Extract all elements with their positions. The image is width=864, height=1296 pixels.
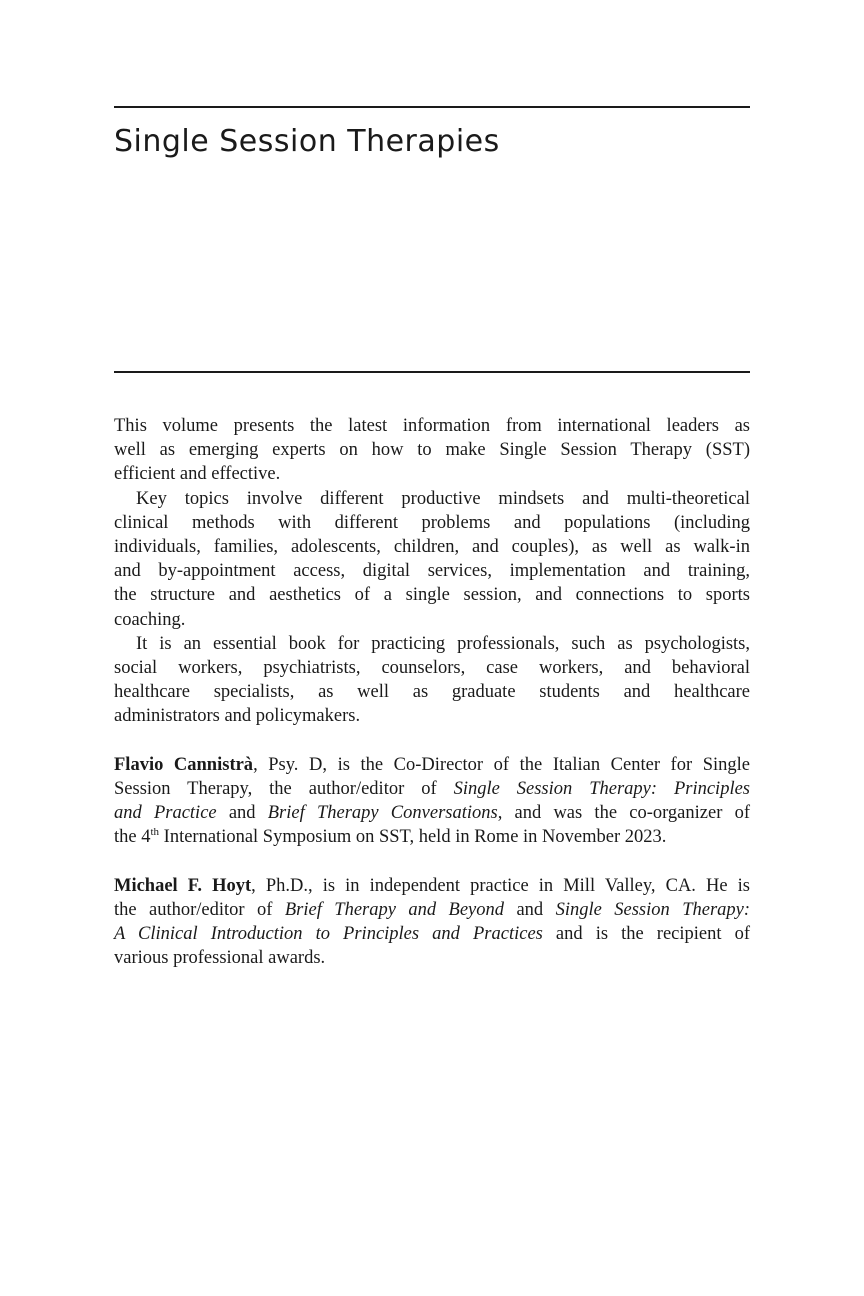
text-line — [114, 487, 750, 511]
text-span: and is the recipient of — [542, 923, 750, 944]
text-span: various professional awards. — [114, 948, 326, 969]
text-span: efficient and effective. — [114, 464, 281, 485]
paragraph — [114, 874, 750, 971]
book-title: and Practice — [114, 803, 217, 823]
text-line — [114, 753, 750, 777]
text-span: and by-appointment access, digital services, implementation and training, — [114, 561, 750, 582]
text-line — [114, 583, 750, 607]
text-span: th — [150, 826, 160, 839]
text-span: and — [216, 803, 268, 823]
author-name: Michael F. Hoyt — [114, 875, 252, 896]
text-line — [114, 680, 750, 704]
book-title: Brief Therapy Conversations — [267, 803, 498, 823]
text-span: Session Therapy, the author/editor of — [114, 778, 454, 799]
book-title: A Clinical Introduction to Principles and Practices — [114, 923, 543, 944]
top-rule — [114, 106, 750, 108]
text-span: individuals, families, adolescents, children, and couples), as well as walk-in — [114, 536, 750, 557]
text-span: social workers, psychiatrists, counselors, case workers, and behavioral — [114, 657, 750, 678]
text-line — [114, 438, 750, 462]
paragraph — [114, 414, 750, 487]
text-span: International Symposium on SST, held in Rome in November 2023. — [159, 827, 667, 848]
text-line — [114, 608, 750, 632]
text-span: clinical methods with different problems and populations (including — [114, 512, 750, 533]
text-span: well as emerging experts on how to make Single Session Therapy (SST) — [114, 440, 750, 461]
book-title: Single Session Therapy: Principles — [453, 778, 751, 799]
text-span: It is an essential book for practicing professionals, such as psychologists, — [136, 633, 750, 654]
text-line — [114, 656, 750, 680]
text-line — [114, 825, 750, 849]
text-line — [114, 777, 750, 801]
text-span: , and was the co-organizer of — [497, 803, 750, 823]
paragraph — [114, 753, 750, 850]
text-line — [114, 898, 750, 922]
text-span: healthcare specialists, as well as graduate students and healthcare — [114, 682, 750, 703]
paragraph — [114, 632, 750, 729]
page-title: Single Session Therapies — [114, 124, 500, 159]
paragraph — [114, 487, 750, 632]
text-span: coaching. — [114, 609, 186, 630]
paragraph-gap — [114, 728, 750, 752]
text-line — [114, 535, 750, 559]
text-span: and — [504, 899, 556, 920]
text-span: the structure and aesthetics of a single session, and connections to sports — [114, 585, 750, 606]
text-line — [114, 462, 750, 486]
middle-rule — [114, 371, 750, 373]
text-line — [114, 414, 750, 438]
body-text — [114, 414, 750, 970]
paragraph-gap — [114, 849, 750, 873]
text-span: This volume presents the latest information from international leaders as — [114, 416, 750, 436]
text-span: , Ph.D., is in independent practice in Mill Valley, CA. He is — [251, 875, 751, 896]
text-span: Key topics involve different productive mindsets and multi-theoretical — [136, 488, 750, 509]
text-line — [114, 511, 750, 535]
text-line — [114, 704, 750, 728]
text-span: , Psy. D, is the Co-Director of the Italian Center for Single — [253, 754, 750, 775]
text-line — [114, 632, 750, 656]
text-line — [114, 874, 750, 898]
text-span: administrators and policymakers. — [114, 706, 361, 727]
text-line — [114, 946, 750, 970]
text-line — [114, 559, 750, 583]
text-line — [114, 801, 750, 825]
book-title: Single Session Therapy: — [555, 899, 751, 920]
author-name: Flavio Cannistrà — [114, 754, 254, 775]
book-title: Brief Therapy and Beyond — [284, 899, 505, 920]
text-line — [114, 922, 750, 946]
text-span: the author/editor of — [114, 899, 285, 920]
text-span: the 4 — [114, 827, 151, 848]
